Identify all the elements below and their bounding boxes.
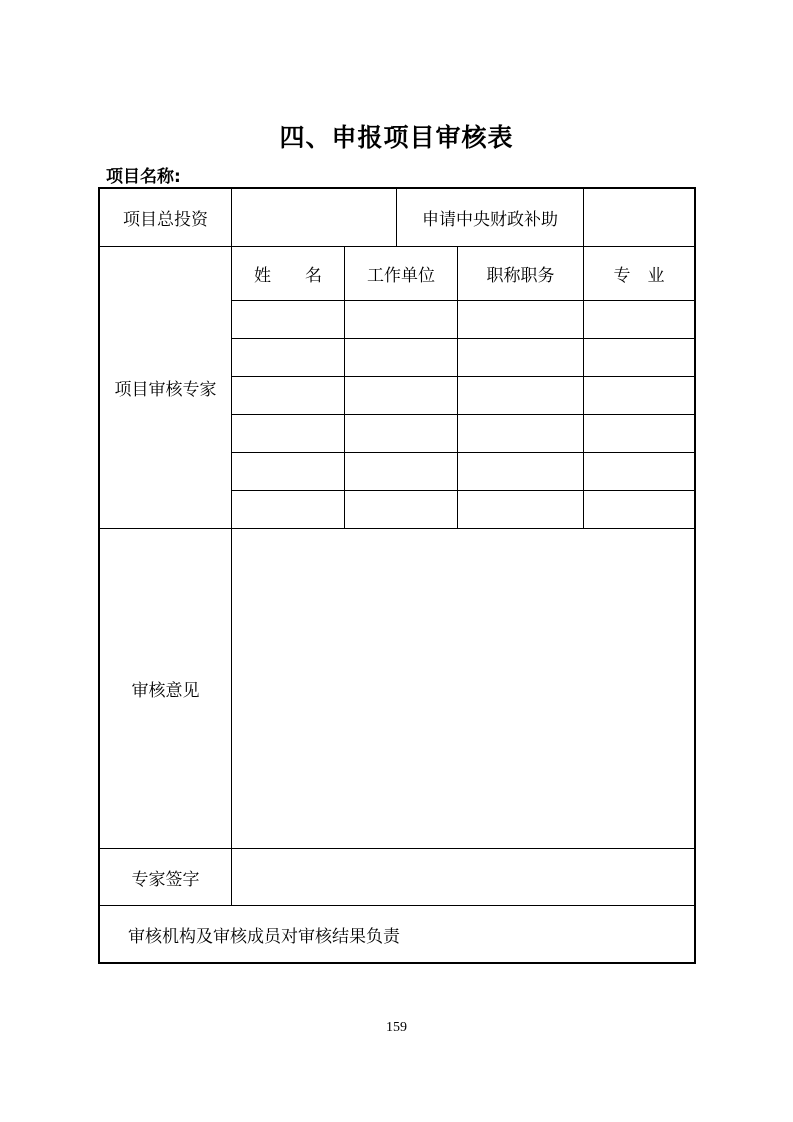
expert-unit-cell[interactable] — [345, 415, 457, 452]
header-title-position: 职称职务 — [486, 266, 555, 286]
expert-unit-cell[interactable] — [345, 491, 457, 528]
expert-specialty-cell[interactable] — [584, 377, 694, 414]
page-title: 四、申报项目审核表 — [279, 123, 514, 152]
expert-signature-input[interactable] — [232, 849, 694, 905]
expert-title-cell[interactable] — [458, 415, 583, 452]
expert-specialty-cell[interactable] — [584, 453, 694, 490]
expert-specialty-cell[interactable] — [584, 491, 694, 528]
expert-name-cell[interactable] — [232, 301, 344, 338]
expert-signature-label: 专家签字 — [131, 869, 200, 890]
review-opinion-label: 审核意见 — [131, 681, 200, 701]
expert-title-cell[interactable] — [458, 491, 583, 528]
expert-name-cell[interactable] — [232, 339, 344, 376]
expert-unit-cell[interactable] — [345, 339, 457, 376]
expert-specialty-cell[interactable] — [584, 415, 694, 452]
total-investment-label: 项目总投资 — [123, 210, 208, 230]
expert-title-cell[interactable] — [458, 377, 583, 414]
expert-title-cell[interactable] — [458, 301, 583, 338]
page-number: 159 — [386, 1020, 407, 1035]
review-opinion-input[interactable] — [232, 529, 694, 848]
expert-specialty-cell[interactable] — [584, 301, 694, 338]
expert-unit-cell[interactable] — [345, 301, 457, 338]
expert-title-cell[interactable] — [458, 339, 583, 376]
expert-unit-cell[interactable] — [345, 453, 457, 490]
project-name-label: 项目名称: — [106, 167, 181, 187]
experts-section-label: 项目审核专家 — [114, 380, 217, 400]
total-investment-value[interactable] — [232, 189, 396, 246]
subsidy-label: 申请中央财政补助 — [422, 210, 558, 230]
expert-specialty-cell[interactable] — [584, 339, 694, 376]
expert-unit-cell[interactable] — [345, 377, 457, 414]
expert-name-cell[interactable] — [232, 491, 344, 528]
expert-title-cell[interactable] — [458, 453, 583, 490]
table-border-right — [694, 187, 696, 964]
footer-statement: 审核机构及审核成员对审核结果负责 — [128, 926, 400, 947]
expert-name-cell[interactable] — [232, 453, 344, 490]
expert-name-cell[interactable] — [232, 415, 344, 452]
subsidy-value[interactable] — [584, 189, 694, 246]
header-name: 姓 名 — [254, 266, 322, 286]
header-specialty: 专 业 — [613, 266, 665, 286]
table-border-bottom — [98, 962, 696, 964]
header-work-unit: 工作单位 — [367, 266, 435, 286]
expert-name-cell[interactable] — [232, 377, 344, 414]
